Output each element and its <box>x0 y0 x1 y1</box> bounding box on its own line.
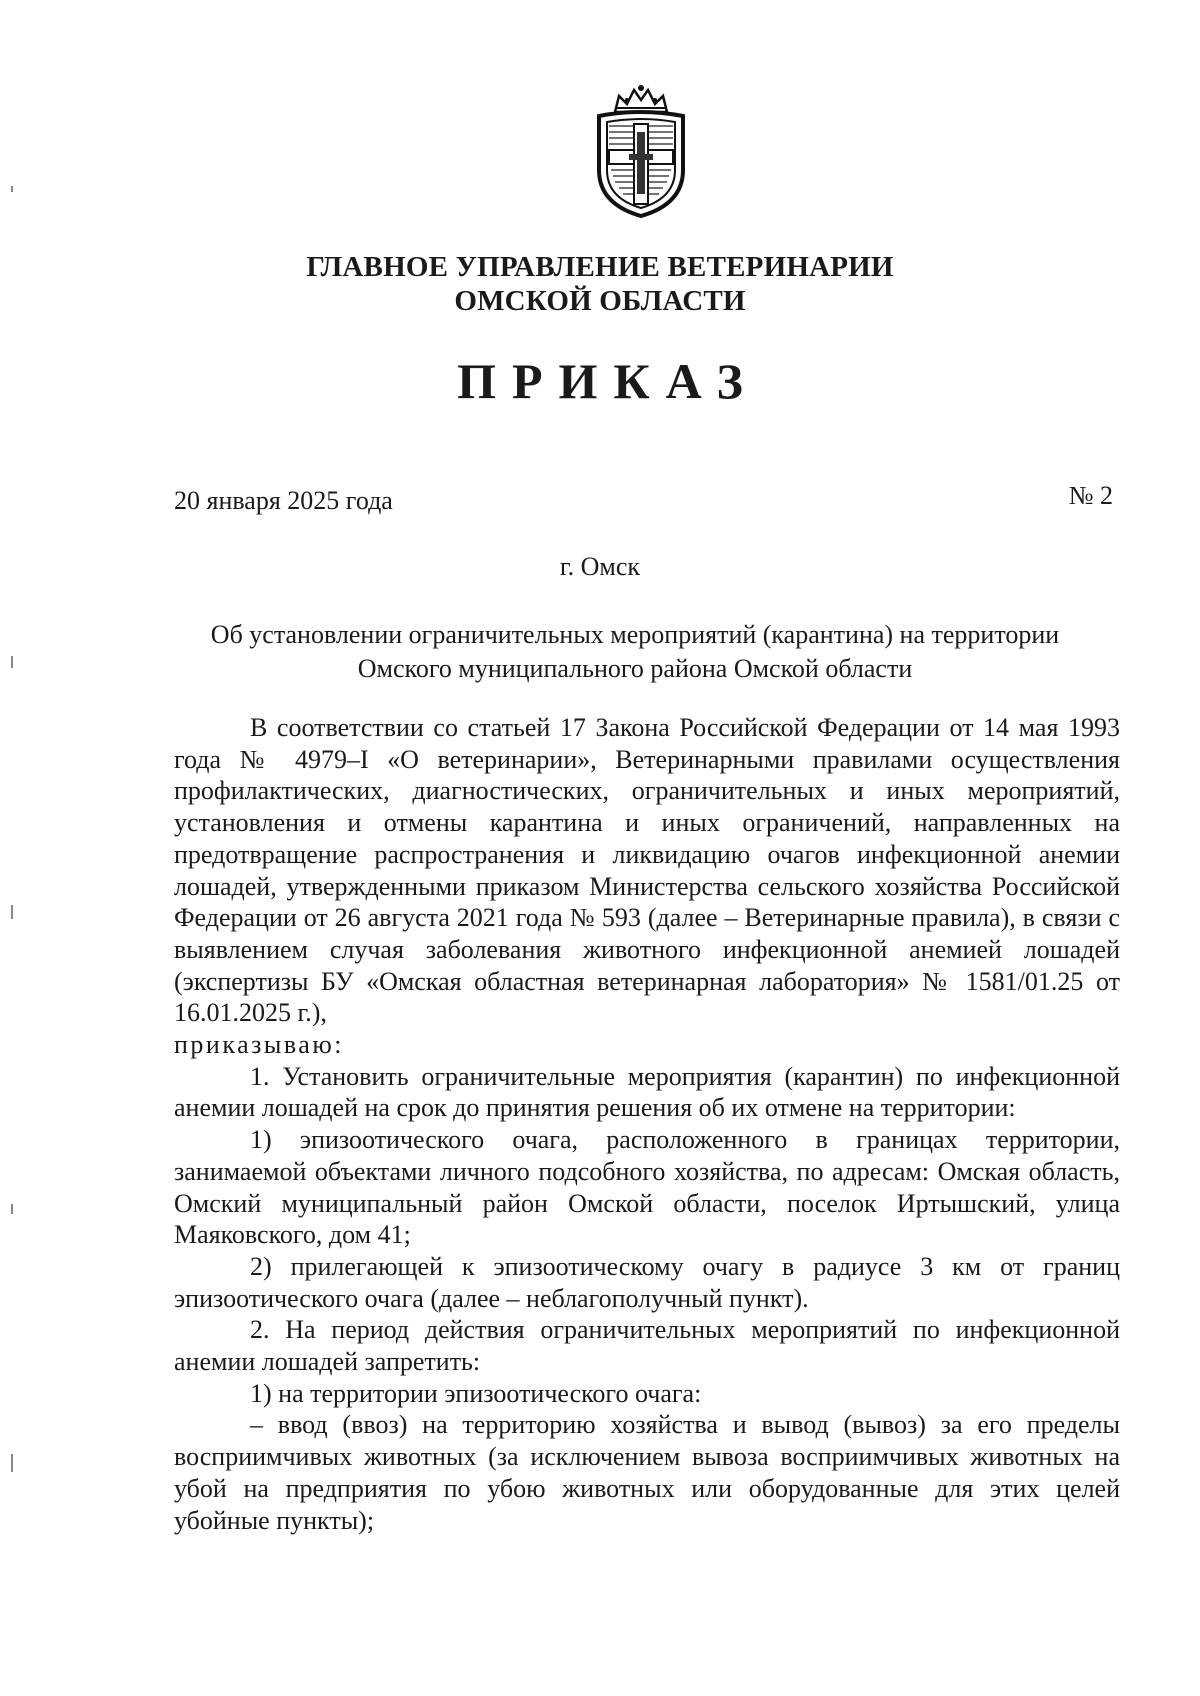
scan-margin-mark <box>11 186 13 192</box>
document-number: № 2 <box>1068 481 1113 510</box>
org-line-1: ГЛАВНОЕ УПРАВЛЕНИЕ ВЕТЕРИНАРИИ <box>306 251 894 283</box>
document-body <box>174 712 1120 1536</box>
document-date: 20 января 2025 года <box>174 486 393 515</box>
scan-margin-mark <box>11 1454 13 1472</box>
subject-line-1: Об установлении ограничительных мероприятий (карантина) на территории <box>210 620 1060 649</box>
org-line-2: ОМСКОЙ ОБЛАСТИ <box>454 285 746 317</box>
item-2: 2. На период действия ограничительных мероприятий по инфекционной анемии лошадей запретить: <box>174 1315 1120 1377</box>
scan-margin-mark <box>11 656 13 668</box>
item-1: 1. Установить ограничительные мероприятия (карантин) по инфекционной анемии лошадей на срок до принятия решения об их отмене на территории: <box>174 1061 1120 1123</box>
organization-name <box>0 250 1200 318</box>
item-2-subitem-1: 1) на территории эпизоотического очага: <box>250 1378 702 1408</box>
scan-margin-mark <box>11 1204 13 1214</box>
document-subject <box>150 618 1120 686</box>
coat-of-arms-icon <box>585 82 697 220</box>
scan-margin-mark <box>11 905 13 919</box>
order-word: приказываю: <box>174 1030 344 1060</box>
document-type-title: ПРИКАЗ <box>457 353 759 409</box>
item-2-subitem-1-dash: – ввод (ввоз) на территорию хозяйства и вывод (вывоз) за его пределы восприимчивых животных (за исключением вывоза восприимчивых животных на убой на предприятия по убою животных или оборудованные для этих целей убойные пункты); <box>174 1410 1120 1535</box>
subject-line-2: Омского муниципального района Омской области <box>357 654 913 683</box>
document-city: г. Омск <box>559 552 641 581</box>
item-1-subitem-1: 1) эпизоотического очага, расположенного в границах территории, занимаемой объектами личного подсобного хозяйства, по адресам: Омская область, Омский муниципальный район Омской области, поселок Иртышский, улица Маяковского, дом 41; <box>174 1125 1120 1250</box>
item-1-subitem-2: 2) прилегающей к эпизоотическому очагу в радиусе 3 км от границ эпизоотического очага (далее – неблагополучный пункт). <box>174 1251 1120 1313</box>
preamble-paragraph: В соответствии со статьей 17 Закона Российской Федерации от 14 мая 1993 года № 4979–I «О ветеринарии», Ветеринарными правилами осуществления профилактических, диагностических, ограничительных и иных мероприятий, установления и отмены карантина и иных ограничений, направленных на предотвращение распространения и ликвидацию очагов инфекционной анемии лошадей, утвержденными приказом Министерства сельского хозяйства Российской Федерации от 26 августа 2021 года № 593 (далее – Ветеринарные правила), в связи с выявлением случая заболевания животного инфекционной анемией лошадей (экспертизы БУ «Омская областная ветеринарная лаборатория» № 1581/01.25 от 16.01.2025 г.), <box>174 713 1120 1028</box>
